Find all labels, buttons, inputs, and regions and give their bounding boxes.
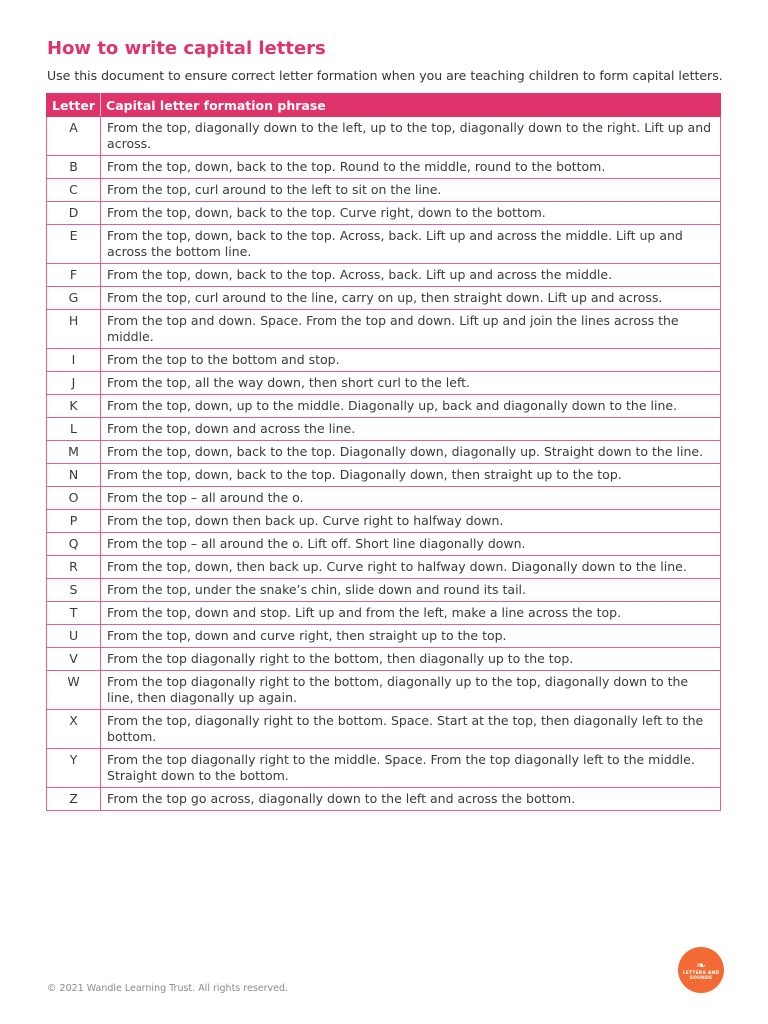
letter-cell: A: [47, 117, 101, 156]
phrase-cell: From the top, down and across the line.: [101, 418, 721, 441]
phrase-cell: From the top, diagonally down to the left, up to the top, diagonally down to the right. Lift up and across.: [101, 117, 721, 156]
table-row: [47, 710, 721, 749]
letter-cell: O: [47, 487, 101, 510]
phrase-cell: From the top, all the way down, then short curl to the left.: [101, 372, 721, 395]
letter-cell: K: [47, 395, 101, 418]
phrase-cell: From the top, down, back to the top. Across, back. Lift up and across the middle.: [101, 264, 721, 287]
table-row: [47, 372, 721, 395]
table-row: [47, 395, 721, 418]
phrase-cell: From the top, curl around to the left to sit on the line.: [101, 179, 721, 202]
letter-cell: X: [47, 710, 101, 749]
table-row: [47, 287, 721, 310]
letter-cell: G: [47, 287, 101, 310]
letter-cell: Z: [47, 788, 101, 811]
table-row: [47, 179, 721, 202]
letter-cell: B: [47, 156, 101, 179]
letter-cell: C: [47, 179, 101, 202]
phrase-cell: From the top go across, diagonally down to the left and across the bottom.: [101, 788, 721, 811]
column-header-phrase: Capital letter formation phrase: [101, 94, 721, 117]
bird-icon: ❧: [696, 958, 706, 972]
letter-cell: M: [47, 441, 101, 464]
phrase-cell: From the top, down, back to the top. Round to the middle, round to the bottom.: [101, 156, 721, 179]
table-row: [47, 602, 721, 625]
letter-cell: I: [47, 349, 101, 372]
phrase-cell: From the top, down, back to the top. Diagonally down, then straight up to the top.: [101, 464, 721, 487]
table-row: [47, 264, 721, 287]
letter-cell: W: [47, 671, 101, 710]
letter-cell: V: [47, 648, 101, 671]
letter-cell: D: [47, 202, 101, 225]
phrase-cell: From the top, diagonally right to the bottom. Space. Start at the top, then diagonally left to the bottom.: [101, 710, 721, 749]
phrase-cell: From the top to the bottom and stop.: [101, 349, 721, 372]
phrase-cell: From the top, down, back to the top. Diagonally down, diagonally up. Straight down to the line.: [101, 441, 721, 464]
logo-text-line: SOUNDS: [689, 975, 713, 981]
phrase-cell: From the top – all around the o. Lift off. Short line diagonally down.: [101, 533, 721, 556]
table-row: [47, 225, 721, 264]
table-row: [47, 510, 721, 533]
letters-and-sounds-logo: [678, 947, 724, 993]
table-row: [47, 202, 721, 225]
phrase-cell: From the top, down and curve right, then straight up to the top.: [101, 625, 721, 648]
phrase-cell: From the top – all around the o.: [101, 487, 721, 510]
logo-text-line: LETTERS AND: [682, 970, 720, 976]
phrase-cell: From the top, down, then back up. Curve right to halfway down. Diagonally down to the line.: [101, 556, 721, 579]
letter-cell: Y: [47, 749, 101, 788]
phrase-cell: From the top, down and stop. Lift up and from the left, make a line across the top.: [101, 602, 721, 625]
letter-cell: U: [47, 625, 101, 648]
phrase-cell: From the top and down. Space. From the top and down. Lift up and join the lines across the middle.: [101, 310, 721, 349]
table-row: [47, 749, 721, 788]
letter-cell: J: [47, 372, 101, 395]
table-row: [47, 117, 721, 156]
table-row: [47, 671, 721, 710]
table-row: [47, 487, 721, 510]
phrase-cell: From the top, down, back to the top. Across, back. Lift up and across the middle. Lift up and across the bottom line.: [101, 225, 721, 264]
phrase-cell: From the top diagonally right to the bottom, diagonally up to the top, diagonally down to the line, then diagonally up again.: [101, 671, 721, 710]
table-row: [47, 625, 721, 648]
letter-cell: P: [47, 510, 101, 533]
letter-cell: F: [47, 264, 101, 287]
phrase-cell: From the top, curl around to the line, carry on up, then straight down. Lift up and across.: [101, 287, 721, 310]
table-header-row: [47, 94, 721, 117]
letter-cell: E: [47, 225, 101, 264]
phrase-cell: From the top diagonally right to the bottom, then diagonally up to the top.: [101, 648, 721, 671]
table-row: [47, 464, 721, 487]
table-row: [47, 310, 721, 349]
table-row: [47, 556, 721, 579]
table-row: [47, 156, 721, 179]
letter-cell: Q: [47, 533, 101, 556]
phrase-cell: From the top, under the snake’s chin, slide down and round its tail.: [101, 579, 721, 602]
intro-text: Use this document to ensure correct letter formation when you are teaching children to form capital letters.: [47, 68, 723, 83]
table-row: [47, 788, 721, 811]
letter-cell: S: [47, 579, 101, 602]
letter-formation-table: [46, 93, 721, 811]
letter-cell: R: [47, 556, 101, 579]
table-row: [47, 418, 721, 441]
phrase-cell: From the top, down, back to the top. Curve right, down to the bottom.: [101, 202, 721, 225]
letter-cell: N: [47, 464, 101, 487]
table-row: [47, 579, 721, 602]
table-row: [47, 648, 721, 671]
copyright-footer: © 2021 Wandle Learning Trust. All rights reserved.: [47, 983, 289, 994]
table-row: [47, 349, 721, 372]
letter-cell: T: [47, 602, 101, 625]
phrase-cell: From the top, down then back up. Curve right to halfway down.: [101, 510, 721, 533]
letter-cell: L: [47, 418, 101, 441]
phrase-cell: From the top, down, up to the middle. Diagonally up, back and diagonally down to the line.: [101, 395, 721, 418]
page-title: How to write capital letters: [47, 38, 326, 59]
phrase-cell: From the top diagonally right to the middle. Space. From the top diagonally left to the middle. Straight down to the bottom.: [101, 749, 721, 788]
table-row: [47, 441, 721, 464]
column-header-letter: Letter: [47, 94, 101, 117]
letter-cell: H: [47, 310, 101, 349]
table-body: [47, 117, 721, 811]
table-row: [47, 533, 721, 556]
